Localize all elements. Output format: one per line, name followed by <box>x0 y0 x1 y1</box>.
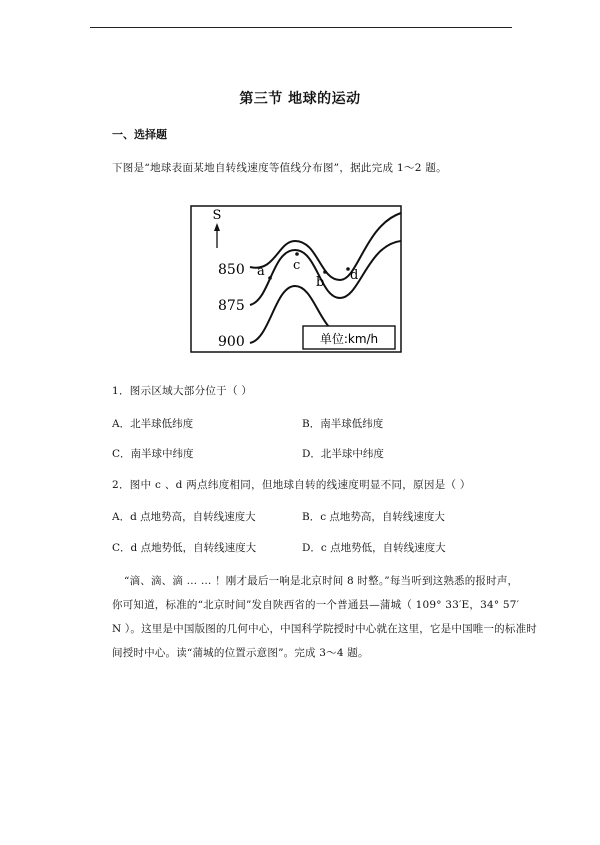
passage-line-3: N ）。这里是中国版图的几何中心，中国科学院授时中心就在这里，它是中国唯一的标准时 <box>112 623 537 635</box>
point-a-label: a <box>257 264 265 279</box>
q2-option-a[interactable]: A．d 点地势高，自转线速度大 <box>112 511 256 523</box>
q2-option-b[interactable]: B．c 点地势高，自转线速度大 <box>302 511 445 523</box>
point-c-dot <box>295 252 299 256</box>
intro-text: 下图是“地球表面某地自转线速度等值线分布图”，据此完成 1～2 题。 <box>112 162 447 174</box>
q1-option-d[interactable]: D．北半球中纬度 <box>302 448 384 460</box>
q1-option-a[interactable]: A．北半球低纬度 <box>112 418 194 430</box>
contour-label-875: 875 <box>218 298 245 314</box>
point-b-dot <box>323 270 327 274</box>
north-label: S <box>212 208 222 223</box>
q2-option-d[interactable]: D．c 点地势低，自转线速度大 <box>302 542 446 554</box>
q1-option-c[interactable]: C．南半球中纬度 <box>112 448 194 460</box>
contour-label-900: 900 <box>218 334 245 350</box>
q1-option-b[interactable]: B．南半球低纬度 <box>302 418 384 430</box>
contour-label-850: 850 <box>218 262 245 278</box>
question-2-stem: 2．图中 c 、d 两点纬度相同，但地球自转的线速度明显不同，原因是（ ） <box>112 479 471 491</box>
passage-line-4: 间授时中心。读“蒲城的位置示意图”。完成 3～4 题。 <box>112 647 369 659</box>
contour-map-figure <box>190 205 402 353</box>
page-title: 第三节 地球的运动 <box>239 91 361 107</box>
unit-label: 单位:km/h <box>319 332 379 346</box>
point-c-label: c <box>293 258 301 273</box>
header-rule <box>90 27 512 28</box>
section-heading: 一、选择题 <box>112 128 167 141</box>
point-a-dot <box>268 276 272 280</box>
point-b-label: b <box>316 275 325 290</box>
q2-option-c[interactable]: C．d 点地势低，自转线速度大 <box>112 542 257 554</box>
question-1-stem: 1．图示区域大部分位于（ ） <box>112 385 253 397</box>
passage-line-2: 你可知道，标准的“北京时间”发自陕西省的一个普通县—蒲城（ 109° 33′E，34° 57′ <box>112 599 520 611</box>
point-d-label: d <box>350 268 359 283</box>
passage-line-1: “滴、滴、滴 … … ！刚才最后一响是北京时间 8 时整。”每当听到这熟悉的报时声， <box>124 575 519 587</box>
